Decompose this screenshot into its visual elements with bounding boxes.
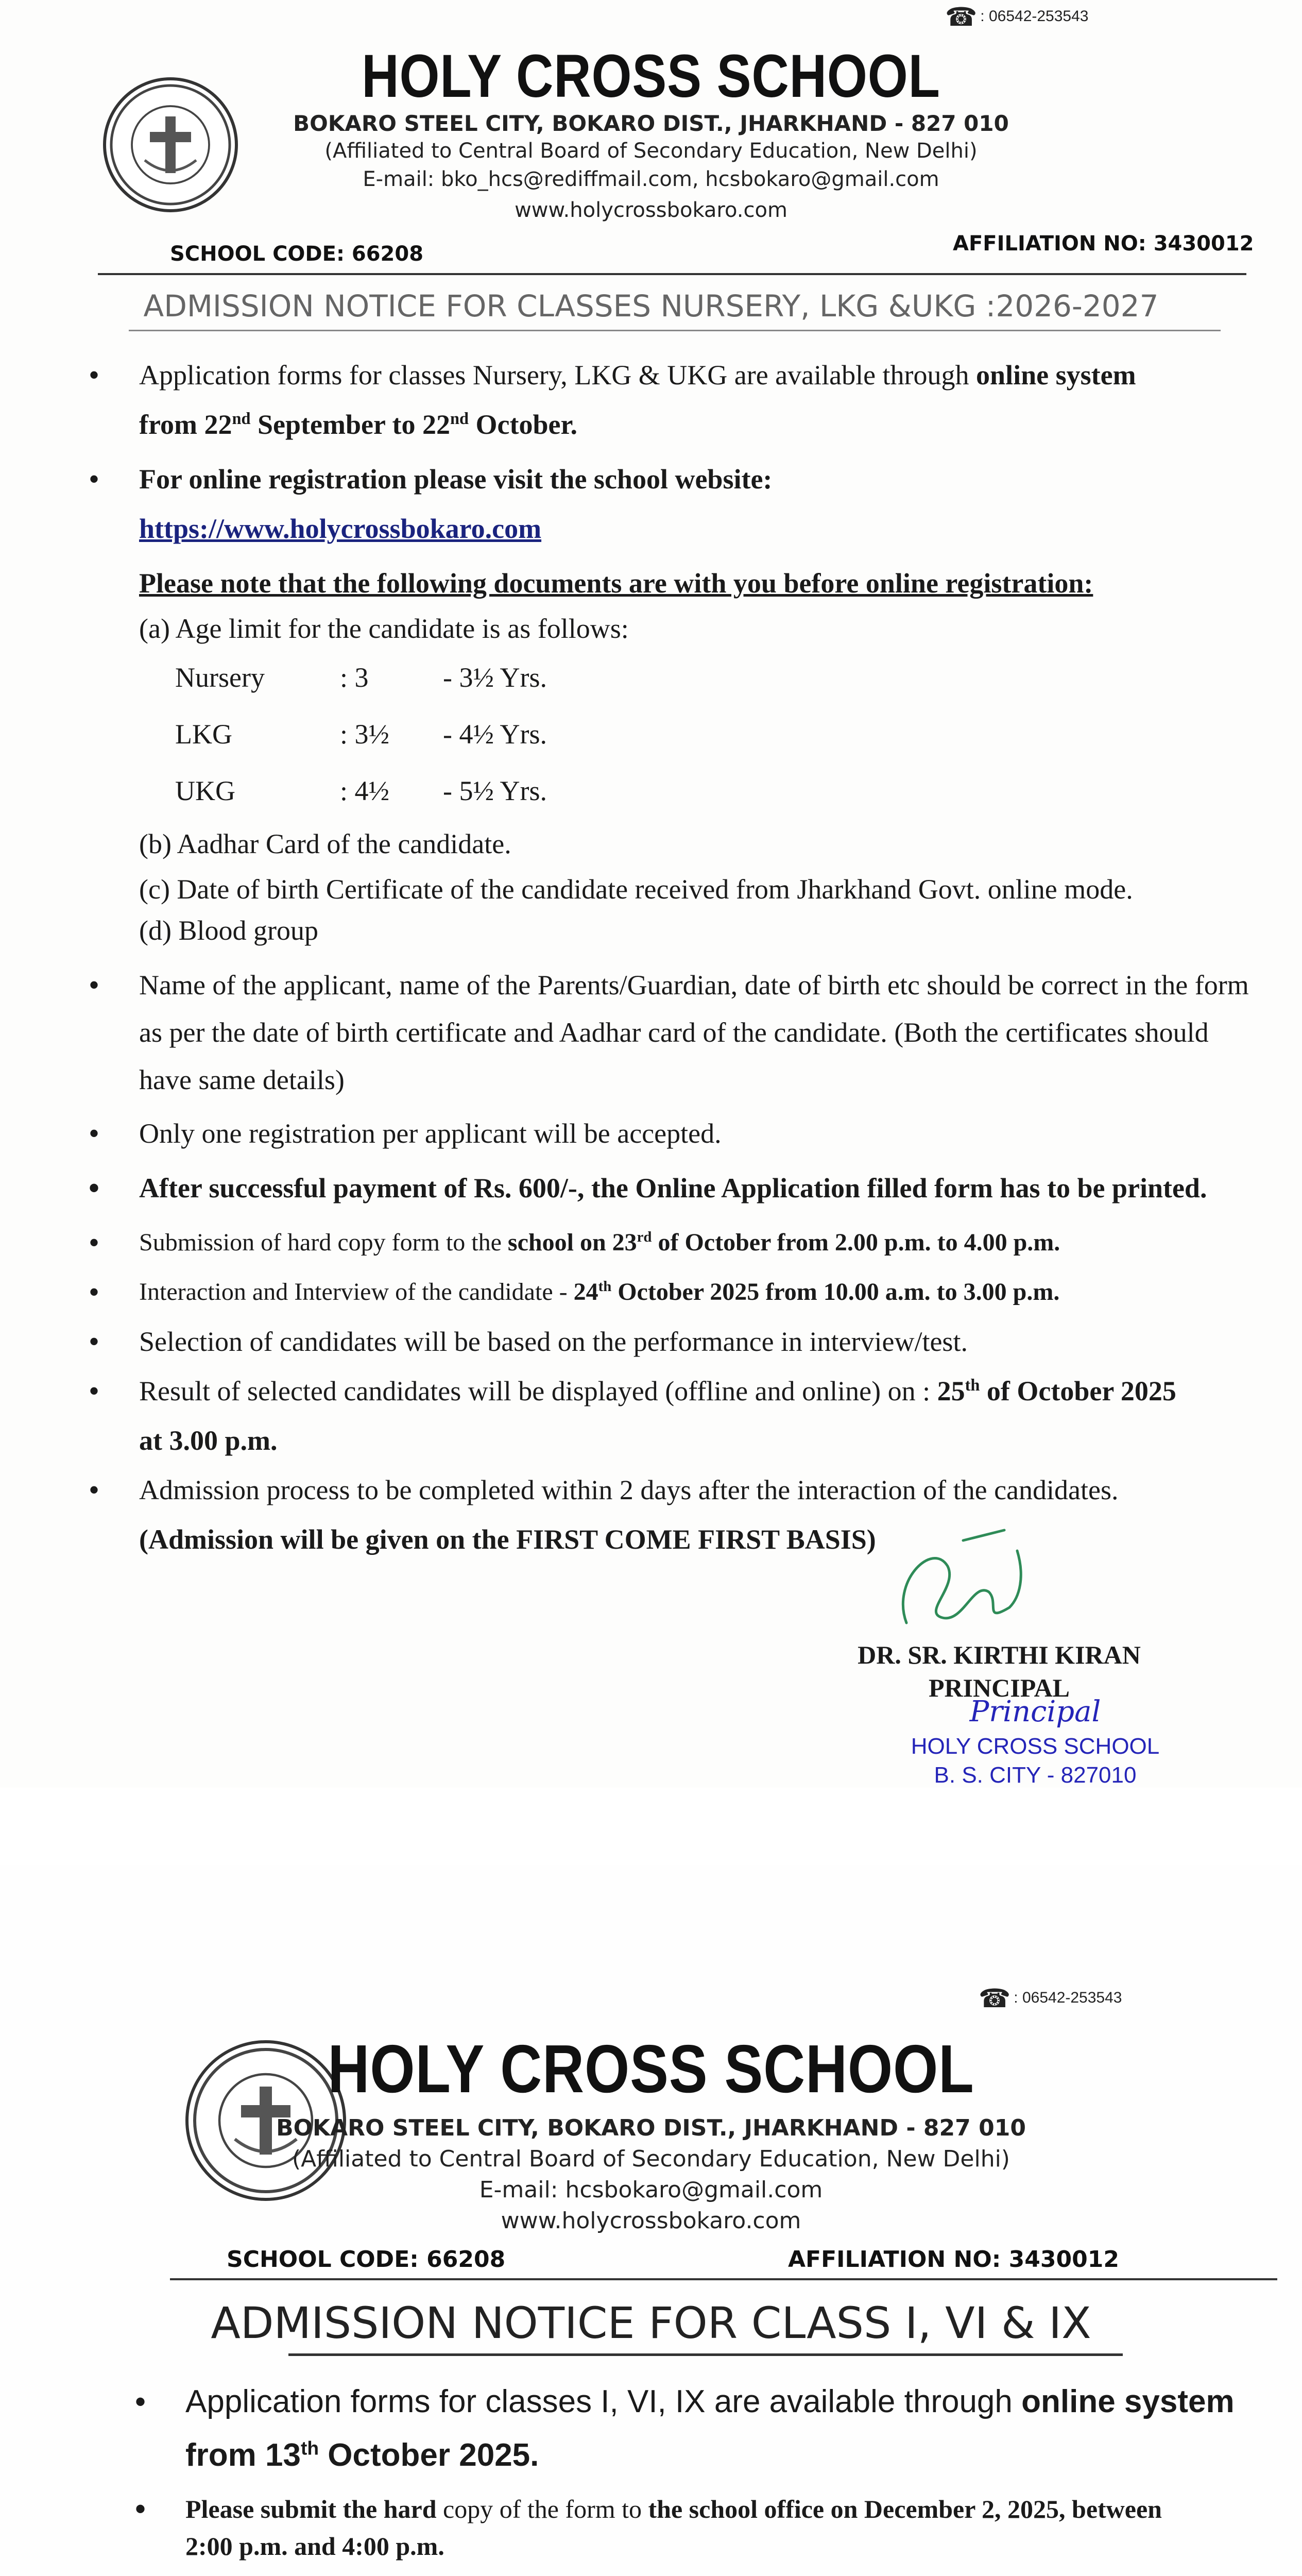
age-table — [82, 649, 1267, 819]
list-item: • Application forms for classes Nursery, LKG & UKG are available through online system from 22nd September to 22nd October. — [82, 350, 1267, 449]
title-divider — [129, 330, 1221, 331]
school-website-link[interactable]: https://www.holycrossbokaro.com — [139, 513, 542, 544]
list-item: • Only one registration per applicant will be accepted. — [82, 1109, 1267, 1158]
principal-signature — [886, 1520, 1040, 1643]
aadhar-card: (b) Aadhar Card of the candidate. — [139, 828, 511, 859]
list-item: • Admission process to be completed within 2 days after the interaction of the candidates. (Admission will be given on the FIRST COME FIRST BASIS) — [82, 1465, 1267, 1564]
notice-title: ADMISSION NOTICE FOR CLASSES NURSERY, LKG &UKG :2026-2027 — [143, 289, 1159, 324]
list-item: • Application forms for classes I, VI, IX are available through online system from 13th October 2025. — [129, 2375, 1267, 2482]
affiliation-number: AFFILIATION NO: 3430012 — [788, 2246, 1119, 2273]
principal-title: PRINCIPAL — [928, 1673, 1070, 1702]
notice-page-class-i-vi-ix — [0, 1865, 1302, 2576]
age-row: Nursery : 3 - 3½ Yrs. — [175, 662, 547, 693]
list-item: • For online registration please visit the school website: https://www.holycrossbokaro.com — [82, 454, 1267, 553]
school-address: BOKARO STEEL CITY, BOKARO DIST., JHARKHAND - 827 010 — [293, 111, 1009, 136]
principal-stamp: Principal HOLY CROSS SCHOOL B. S. CITY - 827010 — [911, 1695, 1160, 1788]
blood-group: (d) Blood group — [139, 915, 318, 946]
website-line: www.holycrossbokaro.com — [515, 198, 787, 222]
notice-title: ADMISSION NOTICE FOR CLASS I, VI & IX — [211, 2298, 1091, 2348]
list-item: • Submission of hard copy form to the school on 23rd of October from 2.00 p.m. to 4.00 p.m. — [82, 1218, 1267, 1267]
affiliation-line: (Affiliated to Central Board of Secondary Education, New Delhi) — [324, 139, 978, 163]
list-item — [129, 2574, 1267, 2576]
list-item: • Name of the applicant, name of the Parents/Guardian, date of birth etc should be correct in the form as per the date of birth certificate and Aadhar card of the candidate. (Both the certificates should have same details) — [82, 961, 1267, 1104]
school-name: HOLY CROSS SCHOOL — [328, 2031, 974, 2107]
affiliation-number: AFFILIATION NO: 3430012 — [953, 232, 1254, 256]
list-item: • Interaction and Interview of the candidate - 24th October 2025 from 10.00 a.m. to 3.00 p.m. — [82, 1267, 1267, 1317]
list-item: • Result of selected candidates will be displayed (offline and online) on : 25th of October 2025 at 3.00 p.m. — [82, 1366, 1267, 1465]
telephone-icon: ☎ — [979, 1984, 1011, 2013]
affiliation-line: (Affiliated to Central Board of Secondary Education, New Delhi) — [292, 2146, 1010, 2172]
email-line: E-mail: bko_hcs@rediffmail.com, hcsbokaro@gmail.com — [363, 167, 939, 191]
header-divider — [98, 273, 1246, 275]
header-divider — [170, 2278, 1277, 2280]
school-address: BOKARO STEEL CITY, BOKARO DIST., JHARKHAND - 827 010 — [276, 2115, 1026, 2141]
age-row: LKG : 3½ - 4½ Yrs. — [175, 719, 547, 750]
school-code: SCHOOL CODE: 66208 — [170, 242, 424, 266]
phone-number: ☎ : 06542-253543 — [979, 1984, 1122, 2013]
notice-body — [82, 350, 1267, 1564]
page-gap — [0, 1788, 1302, 1865]
email-line: E-mail: hcsbokaro@gmail.com — [479, 2177, 823, 2203]
documents-heading: Please note that the following documents are with you before online registration: — [139, 568, 1093, 599]
school-code: SCHOOL CODE: 66208 — [227, 2246, 506, 2273]
title-divider — [288, 2353, 1123, 2356]
list-item: • Please submit the hard copy of the form to the school office on December 2, 2025, between 2:00 p.m. and 4:00 p.m. — [129, 2490, 1267, 2565]
age-row: UKG : 4½ - 5½ Yrs. — [175, 775, 547, 806]
list-item: • Selection of candidates will be based on the performance in interview/test. — [82, 1317, 1267, 1366]
notice-body — [129, 2375, 1267, 2576]
age-limit: (a) Age limit for the candidate is as follows: — [139, 613, 629, 644]
website-line: www.holycrossbokaro.com — [501, 2208, 801, 2234]
dob-certificate: (c) Date of birth Certificate of the candidate received from Jharkhand Govt. online mode. — [139, 874, 1133, 905]
telephone-icon: ☎ — [945, 3, 978, 31]
phone-number: ☎ : 06542-253543 — [945, 3, 1089, 31]
principal-name: DR. SR. KIRTHI KIRAN — [858, 1640, 1141, 1669]
school-name: HOLY CROSS SCHOOL — [362, 42, 940, 110]
list-item: • After successful payment of Rs. 600/-, the Online Application filled form has to be printed. — [82, 1163, 1267, 1213]
